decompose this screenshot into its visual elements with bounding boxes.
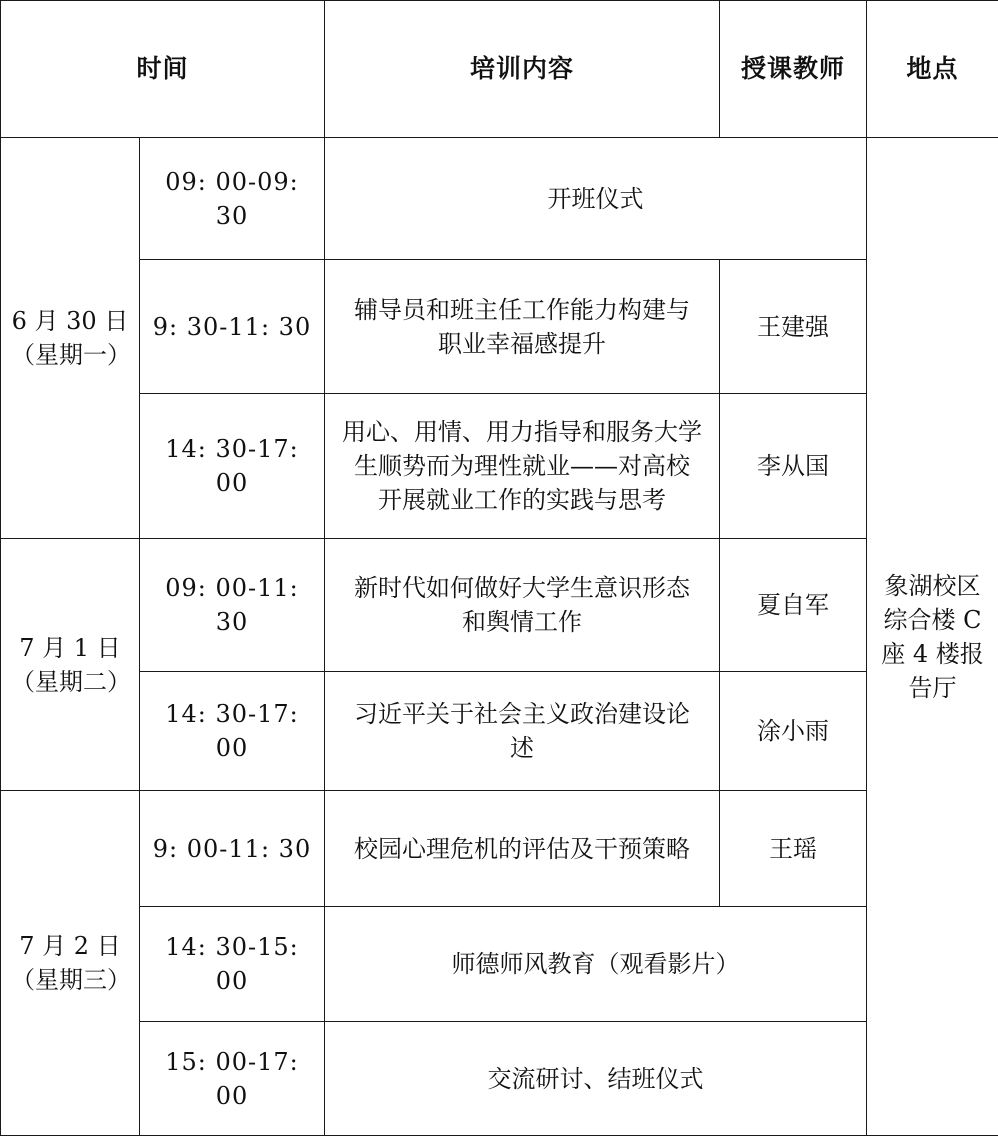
- content-cell: [325, 791, 720, 907]
- time-cell: 09: 00-11: 30: [140, 539, 325, 672]
- content-line: 校园心理危机的评估及干预策略: [335, 832, 709, 866]
- content-line: 开展就业工作的实践与思考: [335, 483, 709, 517]
- content-cell: [325, 1022, 867, 1136]
- table-row: [1, 791, 998, 907]
- content-cell: [325, 260, 720, 394]
- teacher-cell: 王瑶: [720, 791, 867, 907]
- table-row: [1, 260, 998, 394]
- time-cell: 15: 00-17: 00: [140, 1022, 325, 1136]
- teacher-cell: 王建强: [720, 260, 867, 394]
- content-line: 开班仪式: [335, 182, 856, 216]
- header-time: 时间: [1, 1, 325, 138]
- table-row: [1, 672, 998, 791]
- date-label: 7 月 2 日: [11, 929, 129, 963]
- header-content: 培训内容: [325, 1, 720, 138]
- header-row: [1, 1, 998, 138]
- weekday-label: （星期二）: [11, 665, 129, 699]
- date-cell: [1, 138, 140, 539]
- time-cell: 14: 30-17: 00: [140, 672, 325, 791]
- content-cell: [325, 907, 867, 1022]
- content-line: 师德师风教育（观看影片）: [335, 947, 856, 981]
- header-location: 地点: [867, 1, 998, 138]
- time-cell: 9: 00-11: 30: [140, 791, 325, 907]
- teacher-cell: 夏自军: [720, 539, 867, 672]
- teacher-cell: 李从国: [720, 394, 867, 539]
- table-row: [1, 907, 998, 1022]
- time-cell: 09: 00-09: 30: [140, 138, 325, 260]
- time-cell: 14: 30-15: 00: [140, 907, 325, 1022]
- date-cell: [1, 791, 140, 1136]
- content-cell: [325, 539, 720, 672]
- location-line: 座 4 楼报: [877, 637, 988, 671]
- table-row: [1, 539, 998, 672]
- content-cell: [325, 394, 720, 539]
- time-cell: 14: 30-17: 00: [140, 394, 325, 539]
- location-line: 告厅: [877, 671, 988, 705]
- date-label: 6 月 30 日: [11, 304, 129, 338]
- location-cell: [867, 138, 998, 1136]
- content-line: 习近平关于社会主义政治建设论: [335, 697, 709, 731]
- header-teacher: 授课教师: [720, 1, 867, 138]
- table-row: [1, 138, 998, 260]
- content-line: 生顺势而为理性就业——对高校: [335, 449, 709, 483]
- content-line: 职业幸福感提升: [335, 327, 709, 361]
- teacher-cell: 涂小雨: [720, 672, 867, 791]
- date-label: 7 月 1 日: [11, 631, 129, 665]
- table-row: [1, 1022, 998, 1136]
- time-cell: 9: 30-11: 30: [140, 260, 325, 394]
- content-cell: [325, 672, 720, 791]
- weekday-label: （星期一）: [11, 338, 129, 372]
- content-line: 用心、用情、用力指导和服务大学: [335, 415, 709, 449]
- weekday-label: （星期三）: [11, 963, 129, 997]
- table-row: [1, 394, 998, 539]
- content-line: 和舆情工作: [335, 605, 709, 639]
- content-line: 交流研讨、结班仪式: [335, 1062, 856, 1096]
- location-line: 综合楼 C: [877, 603, 988, 637]
- location-line: 象湖校区: [877, 569, 988, 603]
- content-cell: [325, 138, 867, 260]
- date-cell: [1, 539, 140, 791]
- content-line: 新时代如何做好大学生意识形态: [335, 571, 709, 605]
- content-line: 辅导员和班主任工作能力构建与: [335, 293, 709, 327]
- content-line: 述: [335, 731, 709, 765]
